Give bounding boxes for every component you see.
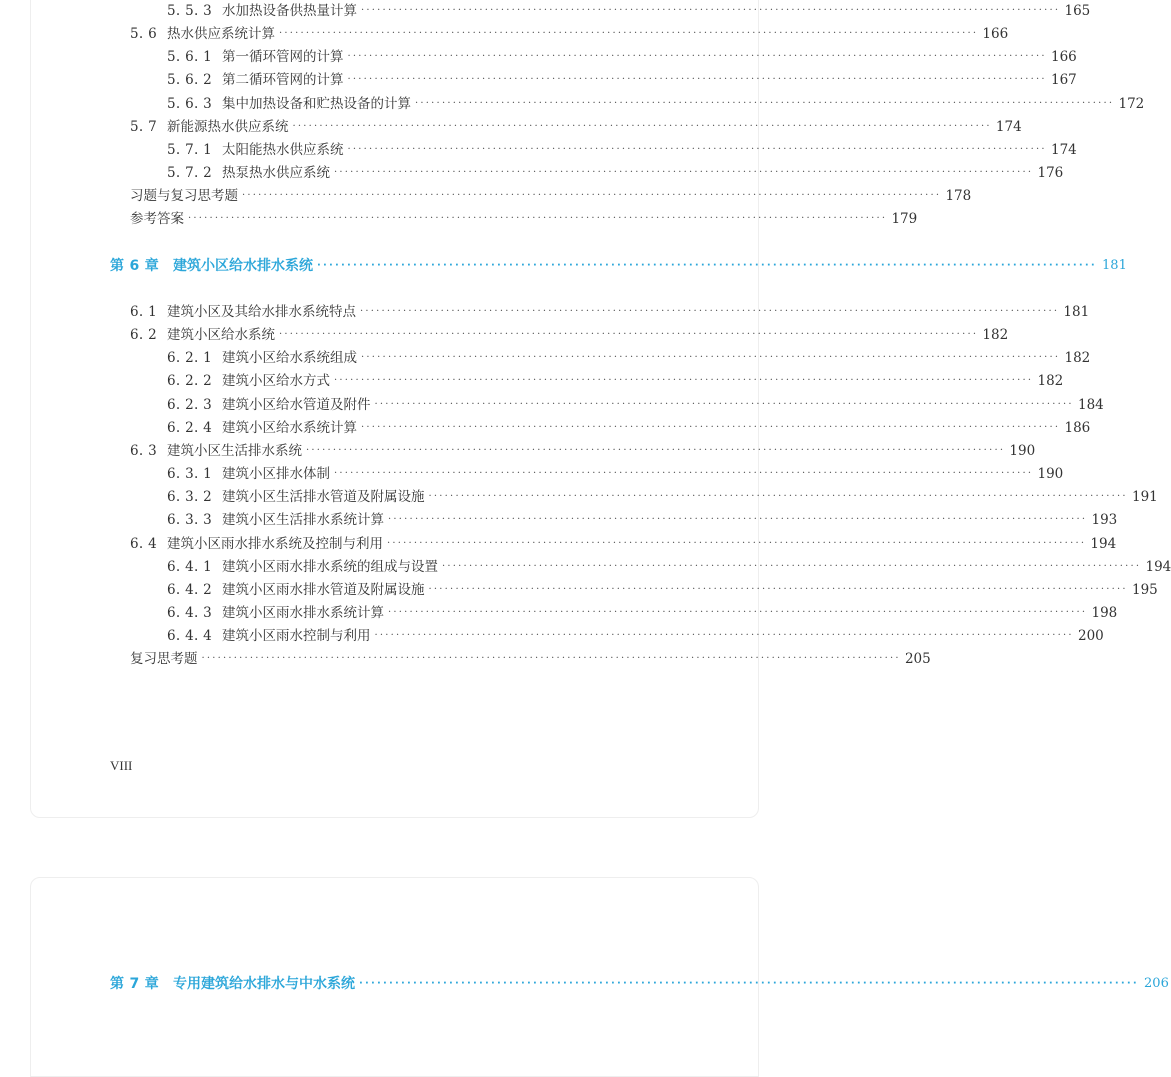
toc-entry[interactable]	[167, 395, 1104, 415]
entry-title: 新能源热水供应系统	[166, 118, 289, 135]
entry-page-number: 181	[1102, 258, 1127, 273]
dot-leader: ··································································································································	[347, 143, 1047, 155]
entry-title: 太阳能热水供应系统	[222, 141, 344, 158]
toc-entry[interactable]	[167, 47, 1077, 67]
entry-page-number: 176	[1037, 165, 1064, 182]
entry-title: 建筑小区雨水排水系统的组成与设置	[222, 558, 439, 575]
entry-page-number: 193	[1091, 512, 1118, 529]
entry-title: 参考答案	[130, 211, 184, 228]
toc-entry[interactable]	[130, 302, 1090, 322]
toc-entry[interactable]	[167, 1, 1091, 21]
toc-entry[interactable]	[167, 603, 1118, 623]
toc-entry[interactable]	[167, 464, 1064, 484]
chapter-heading[interactable]	[110, 256, 1127, 276]
dot-leader: ··································································································································	[334, 468, 1034, 480]
entry-page-number: 205	[904, 651, 931, 668]
entry-number: 6. 2. 1	[167, 350, 213, 367]
entry-title: 建筑小区雨水排水管道及附属设施	[222, 581, 425, 598]
entry-number: 6. 2. 4	[167, 419, 213, 436]
toc-entry[interactable]	[167, 487, 1158, 507]
entry-page-number: 179	[891, 211, 918, 228]
dot-leader: ··································································································································	[374, 398, 1074, 410]
entry-title: 建筑小区给水方式	[222, 373, 331, 390]
entry-title: 建筑小区给水管道及附件	[222, 396, 371, 413]
entry-number: 5. 6. 1	[167, 49, 213, 66]
entry-number: 5. 6. 3	[167, 95, 213, 112]
entry-page-number: 167	[1051, 72, 1077, 89]
toc-entry[interactable]	[167, 557, 1171, 577]
entry-page-number: 182	[1064, 350, 1091, 367]
dot-leader: ··································································································································	[428, 491, 1128, 503]
toc-entry[interactable]	[167, 94, 1145, 114]
entry-page-number: 195	[1132, 581, 1158, 598]
entry-title: 建筑小区生活排水系统计算	[222, 512, 385, 529]
entry-number: 6. 3. 3	[167, 512, 213, 529]
dot-leader: ··································································································································	[305, 444, 1006, 456]
entry-number: 6. 4. 4	[167, 628, 213, 645]
entry-page-number: 194	[1090, 535, 1117, 552]
entry-page-number: 184	[1078, 396, 1104, 413]
entry-number: 5. 5. 3	[167, 3, 213, 19]
toc-entry[interactable]	[167, 418, 1091, 438]
toc-entry[interactable]	[167, 580, 1158, 600]
dot-leader: ··································································································································	[442, 560, 1142, 572]
entry-number: 第 6 章	[110, 258, 159, 274]
entry-page-number: 194	[1145, 558, 1171, 575]
entry-page-number: 174	[1051, 141, 1077, 158]
entry-title: 建筑小区给水系统	[166, 327, 275, 344]
entry-number: 6. 2	[130, 327, 157, 344]
dot-leader: ··································································································································	[359, 978, 1139, 989]
entry-page-number: 166	[1051, 49, 1077, 66]
entry-page-number: 190	[1037, 466, 1064, 483]
toc-entry[interactable]	[167, 348, 1091, 368]
toc-entry[interactable]	[167, 70, 1077, 90]
entry-page-number: 181	[1063, 304, 1090, 320]
entry-number: 6. 3. 1	[167, 466, 213, 483]
entry-title: 建筑小区排水体制	[222, 466, 331, 483]
entry-title: 习题与复习思考题	[130, 188, 238, 205]
entry-number: 6. 4. 3	[167, 604, 213, 621]
toc-entry[interactable]	[167, 371, 1064, 391]
entry-title: 建筑小区给水排水系统	[173, 258, 313, 274]
entry-number: 6. 1	[130, 304, 157, 320]
entry-number: 6. 3	[130, 442, 157, 459]
toc-entry[interactable]	[167, 510, 1118, 530]
dot-leader: ··································································································································	[292, 120, 992, 132]
entry-number: 5. 6	[130, 26, 157, 43]
dot-leader: ··································································································································	[388, 606, 1088, 618]
entry-title: 建筑小区给水系统组成	[222, 350, 358, 367]
entry-number: 6. 4. 2	[167, 581, 213, 598]
entry-page-number: 165	[1064, 3, 1091, 19]
entry-page-number: 200	[1078, 628, 1104, 645]
entry-title: 水加热设备供热量计算	[222, 3, 358, 19]
entry-page-number: 206	[1144, 976, 1169, 991]
entry-title: 建筑小区及其给水排水系统特点	[166, 304, 356, 320]
toc-entry[interactable]	[130, 117, 1022, 137]
dot-leader: ··································································································································	[242, 190, 942, 202]
dot-leader: ··································································································································	[317, 260, 1097, 271]
dot-leader: ··································································································································	[334, 375, 1034, 387]
toc-entry[interactable]	[167, 626, 1104, 646]
entry-page-number: 190	[1009, 442, 1036, 459]
dot-leader: ··································································································································	[361, 5, 1061, 16]
entry-number: 6. 3. 2	[167, 489, 213, 506]
dot-leader: ··································································································································	[361, 421, 1061, 433]
entry-number: 6. 4	[130, 535, 157, 552]
entry-number: 5. 7. 2	[167, 165, 213, 182]
entry-number: 6. 2. 3	[167, 396, 213, 413]
dot-leader: ··································································································································	[374, 630, 1074, 642]
toc-entry[interactable]	[130, 24, 1009, 44]
dot-leader: ··································································································································	[361, 352, 1061, 364]
dot-leader: ··································································································································	[278, 28, 979, 40]
dot-leader: ··································································································································	[334, 167, 1034, 179]
entry-number: 5. 6. 2	[167, 72, 213, 89]
entry-title: 建筑小区雨水排水系统计算	[222, 604, 385, 621]
entry-title: 热泵热水供应系统	[222, 165, 331, 182]
entry-page-number: 186	[1064, 419, 1091, 436]
entry-title: 集中加热设备和贮热设备的计算	[222, 95, 412, 112]
entry-page-number: 182	[982, 327, 1009, 344]
page-footer-number: VIII	[110, 758, 133, 773]
entry-page-number: 174	[995, 118, 1022, 135]
entry-title: 专用建筑给水排水与中水系统	[173, 976, 355, 992]
dot-leader: ··································································································································	[347, 51, 1047, 63]
dot-leader: ··································································································································	[428, 583, 1128, 595]
entry-title: 建筑小区生活排水系统	[166, 442, 302, 459]
dot-leader: ··································································································································	[415, 97, 1115, 109]
toc-entry[interactable]	[130, 441, 1036, 461]
toc-entry[interactable]	[130, 534, 1117, 554]
entry-number: 5. 7	[130, 118, 157, 135]
dot-leader: ··································································································································	[188, 213, 888, 225]
toc-entry[interactable]	[130, 325, 1009, 345]
entry-title: 建筑小区生活排水管道及附属设施	[222, 489, 425, 506]
entry-number: 第 7 章	[110, 976, 159, 992]
toc-entry[interactable]	[167, 163, 1064, 183]
dot-leader: ··································································································································	[386, 537, 1087, 549]
entry-title: 第二循环管网的计算	[222, 72, 344, 89]
chapter-heading[interactable]	[110, 974, 1169, 994]
dot-leader: ··································································································································	[359, 306, 1060, 317]
dot-leader: ··································································································································	[278, 329, 979, 341]
entry-title: 热水供应系统计算	[166, 26, 275, 43]
entry-page-number: 182	[1037, 373, 1064, 390]
dot-leader: ··································································································································	[388, 514, 1088, 526]
entry-number: 6. 4. 1	[167, 558, 213, 575]
dot-leader: ··································································································································	[347, 74, 1047, 86]
toc-entry[interactable]	[130, 209, 918, 229]
entry-page-number: 178	[945, 188, 972, 205]
entry-number: 6. 2. 2	[167, 373, 213, 390]
entry-title: 建筑小区给水系统计算	[222, 419, 358, 436]
toc-entry[interactable]	[167, 140, 1077, 160]
entry-page-number: 172	[1118, 95, 1145, 112]
entry-page-number: 166	[982, 26, 1009, 43]
entry-title: 第一循环管网的计算	[222, 49, 344, 66]
toc-entry[interactable]	[130, 186, 972, 206]
entry-title: 建筑小区雨水控制与利用	[222, 628, 371, 645]
entry-title: 建筑小区雨水排水系统及控制与利用	[166, 535, 383, 552]
dot-leader: ··································································································································	[201, 653, 901, 665]
toc-entry[interactable]	[130, 649, 931, 669]
entry-number: 5. 7. 1	[167, 141, 213, 158]
entry-page-number: 191	[1132, 489, 1158, 506]
entry-title: 复习思考题	[130, 651, 198, 668]
entry-page-number: 198	[1091, 604, 1118, 621]
